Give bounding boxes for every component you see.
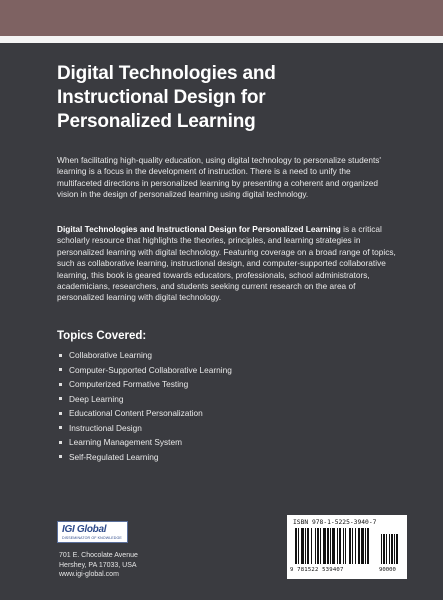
book-title	[57, 62, 397, 134]
topic-label: Collaborative Learning	[69, 350, 153, 360]
topic-item	[57, 421, 232, 436]
address-line: 701 E. Chocolate Avenue	[59, 552, 138, 559]
top-color-band	[0, 0, 443, 36]
publisher-tagline: DISSEMINATOR OF KNOWLEDGE	[62, 536, 122, 540]
topic-label: Deep Learning	[69, 393, 124, 404]
barcode-digits: 9 781522 539407	[290, 567, 344, 573]
topic-label: Computerized Formative Testing	[69, 379, 189, 389]
publisher-logo-text: IGI Global	[62, 524, 107, 535]
topic-item	[57, 377, 232, 392]
topic-label: Self-Regulated Learning	[69, 451, 159, 462]
topic-item	[57, 450, 232, 465]
description-text: is a critical scholarly resource that highlights the theories, principles, and learning strategies in personalized learning with digital technology. Featuring coverage on a broad range of topics, such as collaborative learning, instructional design, and computer-supported collaborative learning, this book is geared towards educators, professionals, school administrators, academicians, researchers, and students seeking current research on the area of personalized learning with digital technology.	[57, 224, 396, 303]
bullet-icon	[59, 368, 62, 371]
isbn-barcode	[287, 515, 407, 579]
publisher-logo	[57, 521, 128, 543]
bullet-icon	[59, 354, 62, 357]
bullet-icon	[59, 397, 62, 400]
title-line: Digital Technologies and	[57, 63, 276, 84]
barcode-bars-icon	[295, 528, 399, 566]
bullet-icon	[59, 441, 62, 444]
book-title-inline: Digital Technologies and Instructional Design for Personalized Learning	[57, 224, 341, 234]
bullet-icon	[59, 426, 62, 429]
intro-paragraph: When facilitating high-quality education, using digital technology to personalize students' learning is a focus in the development of instruction. There is a need to unify the multifaceted directions in personalized learning by presenting a coherent and organized vision in the design of personalized learning using digital technology.	[57, 155, 381, 200]
publisher-url: www.igi-global.com	[59, 571, 119, 578]
publisher-address	[59, 551, 138, 580]
bullet-icon	[59, 455, 62, 458]
topic-label: Educational Content Personalization	[69, 408, 203, 418]
topic-item	[57, 363, 232, 378]
address-line: Hershey, PA 17033, USA	[59, 561, 137, 569]
bullet-icon	[59, 383, 62, 386]
topic-item	[57, 392, 232, 407]
isbn-number: ISBN 978-1-5225-3940-7	[293, 519, 377, 526]
title-line: Instructional Design for	[57, 87, 266, 108]
barcode-addon-digits: 90000	[379, 567, 396, 573]
topics-list	[57, 348, 232, 464]
description-paragraph	[57, 224, 397, 304]
top-divider-line	[0, 36, 443, 43]
topic-item	[57, 348, 232, 363]
topic-label: Learning Management System	[69, 437, 182, 447]
topics-heading: Topics Covered:	[57, 330, 147, 342]
title-line: Personalized Learning	[57, 111, 256, 132]
topic-item	[57, 406, 232, 421]
bullet-icon	[59, 412, 62, 415]
topic-item	[57, 435, 232, 450]
topic-label: Computer-Supported Collaborative Learning	[69, 364, 232, 375]
topic-label: Instructional Design	[69, 422, 142, 433]
